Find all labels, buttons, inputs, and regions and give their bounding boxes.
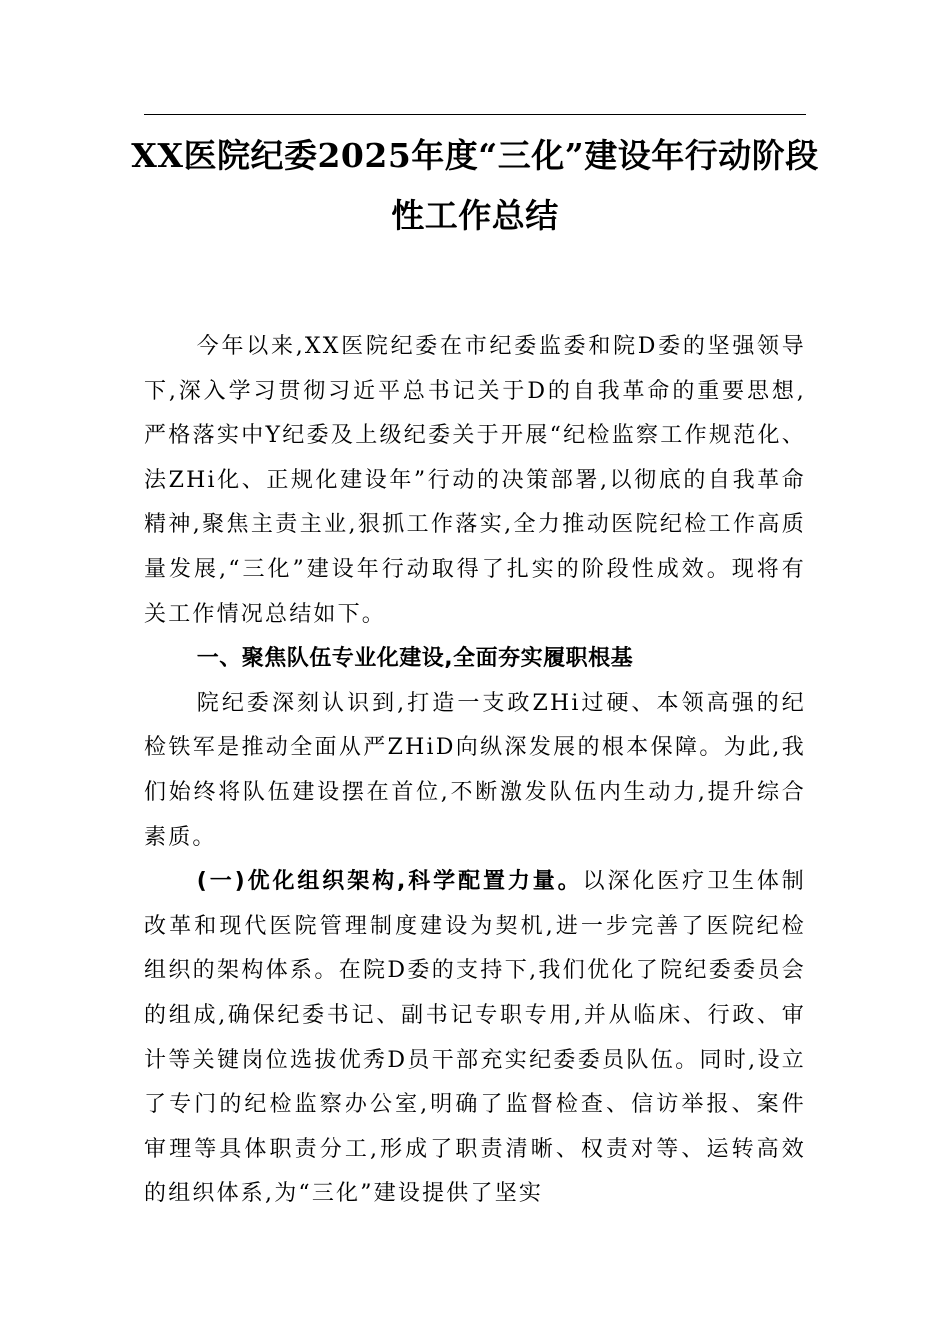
section-1-item-1	[144, 860, 806, 1217]
sub-heading-1: (一)优化组织架构,科学配置力量。	[196, 869, 583, 895]
top-rule	[144, 114, 806, 115]
section-1-paragraph: 院纪委深刻认识到,打造一支政ZHi过硬、本领高强的纪检铁军是推动全面从严ZHiD向纵深发展的根本保障。为此,我们始终将队伍建设摆在首位,不断激发队伍内生动力,提升综合素质。	[144, 690, 806, 850]
intro-paragraph: 今年以来,XX医院纪委在市纪委监委和院D委的坚强领导下,深入学习贯彻习近平总书记关于D的自我革命的重要思想,严格落实中Y纪委及上级纪委关于开展“纪检监察工作规范化、法ZHi化、正规化建设年”行动的决策部署,以彻底的自我革命精神,聚焦主责主业,狠抓工作落实,全力推动医院纪检工作高质量发展,“三化”建设年行动取得了扎实的阶段性成效。现将有关工作情况总结如下。	[144, 334, 806, 627]
sub-heading-1-text: 以深化医疗卫生体制改革和现代医院管理制度建设为契机,进一步完善了医院纪检组织的架构体系。在院D委的支持下,我们优化了院纪委委员会的组成,确保纪委书记、副书记专职专用,并从临床、行政、审计等关键岗位选拔优秀D员干部充实纪委委员队伍。同时,设立了专门的纪检监察办公室,明确了监督检查、信访举报、案件审理等具体职责分工,形成了职责清晰、权责对等、运转高效的组织体系,为“三化”建设提供了坚实	[144, 869, 806, 1207]
document-title: XX医院纪委2025年度“三化”建设年行动阶段性工作总结	[131, 136, 819, 235]
section-heading-1: 一、聚焦队伍专业化建设,全面夯实履职根基	[196, 646, 634, 672]
document-body	[144, 325, 806, 1217]
